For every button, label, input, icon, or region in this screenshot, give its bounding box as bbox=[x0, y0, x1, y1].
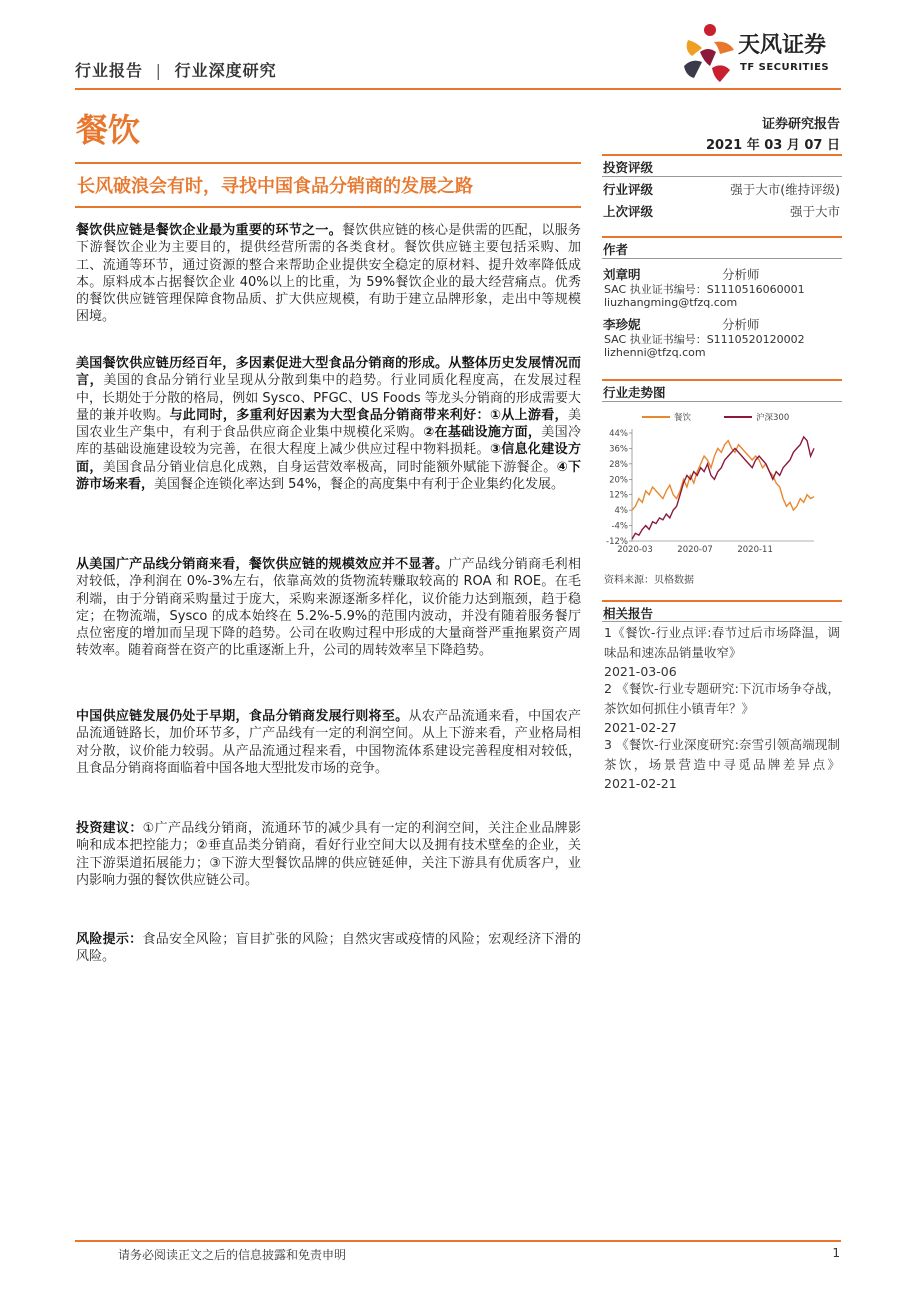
related-report-title[interactable]: 2 《餐饮-行业专题研究:下沉市场争夺战，茶饮如何抓住小镇青年？》 bbox=[604, 681, 840, 716]
paragraph-lead-4: ③信息化建设方面， bbox=[76, 442, 581, 475]
legend-label: 沪深300 bbox=[756, 413, 790, 423]
chart-legend bbox=[642, 412, 789, 423]
paragraph-lead-5: ④下游市场来看， bbox=[76, 459, 581, 493]
industry-trend-chart bbox=[602, 405, 842, 565]
report-type: 证券研究报告 bbox=[761, 117, 840, 132]
y-tick-label: -12% bbox=[606, 537, 628, 547]
tf-securities-logo bbox=[680, 22, 850, 84]
author-sac: SAC 执业证书编号：S1110516060001 bbox=[604, 283, 805, 296]
trend-divider bbox=[602, 401, 842, 402]
paragraph-us-history bbox=[76, 355, 581, 493]
sector-title: 餐饮 bbox=[76, 111, 141, 149]
related-report-item[interactable] bbox=[604, 735, 840, 794]
related-top-divider bbox=[602, 600, 842, 602]
paragraph-lead: 中国供应链发展仍处于早期，食品分销商发展行则将至。 bbox=[76, 709, 409, 724]
authors-top-divider bbox=[602, 236, 842, 238]
paragraph-lead-3: ②在基础设施方面， bbox=[423, 425, 542, 441]
related-report-title[interactable]: 3 《餐饮-行业深度研究:奈雪引领高端现制茶饮，场景营造中寻觅品牌差异点》 bbox=[604, 737, 840, 772]
paragraph-lead: 餐饮供应链是餐饮企业最为重要的环节之一。 bbox=[76, 223, 342, 238]
y-tick-label: 20% bbox=[609, 475, 628, 486]
paragraph-lead-2: 与此同时，多重利好因素为大型食品分销商带来利好：①从上游看， bbox=[169, 407, 568, 423]
industry-rating-label: 行业评级 bbox=[603, 182, 654, 197]
authors-divider bbox=[602, 258, 842, 259]
y-tick-label: 4% bbox=[614, 506, 628, 517]
footer-disclaimer[interactable]: 请务必阅读正文之后的信息披露和免责申明 bbox=[118, 1248, 347, 1262]
series-line bbox=[632, 437, 814, 539]
category-deep-research: 行业深度研究 bbox=[174, 61, 277, 80]
paragraph-body: ①广产品线分销商，流通环节的减少具有一定的利润空间，关注企业品牌影响和成本把控能力；②垂直品类分销商，看好行业空间大以及拥有技术壁垒的企业，关注下游渠道拓展能力；③下游大型餐饮品牌的供应链延伸，关注下游具有优质客户，业内影响力强的餐饮供应链公司。 bbox=[76, 821, 581, 888]
report-date: 2021 年 03 月 07 日 bbox=[706, 138, 840, 153]
x-tick-label: 2020-11 bbox=[737, 545, 773, 555]
category-industry-report: 行业报告 bbox=[75, 61, 144, 80]
paragraph-body: 美国的食品分销行业呈现从分散到集中的趋势。行业同质化程度高，在发展过程中，长期处于分散的格局，例如 Sysco、PFGC、US Foods 等龙头分销商的形成需要大量的兼并收购。 bbox=[76, 373, 581, 423]
rating-heading: 投资评级 bbox=[603, 160, 654, 175]
author-name: 李珍妮 bbox=[603, 317, 641, 332]
category-separator: | bbox=[155, 61, 162, 80]
related-report-date: 2021-03-06 bbox=[604, 664, 677, 679]
paragraph-body: 餐饮供应链的核心是供需的匹配，以服务下游餐饮企业为主要目的，提供经营所需的各类食材。餐饮供应链主要包括采购、加工、流通等环节，通过资源的整合来帮助企业提供安全稳定的原材料、提升效率降低成本。原料成本占据餐饮企业 40%以上的比重，为 59%餐饮企业的最大经营痛点。优秀的餐饮供应链管理保障食物品质、扩大供应规模，有助于建立品牌形象，走出中等规模困境。 bbox=[76, 223, 581, 325]
y-tick-label: 36% bbox=[609, 444, 628, 455]
paragraph-supply-chain bbox=[76, 222, 581, 326]
report-category bbox=[75, 58, 277, 81]
y-tick-label: -4% bbox=[611, 521, 628, 532]
page-number: 1 bbox=[832, 1246, 840, 1260]
industry-rating-value: 强于大市(维持评级) bbox=[730, 182, 840, 197]
paragraph-lead: 投资建议： bbox=[76, 821, 143, 836]
paragraph-body: 食品安全风险；盲目扩张的风险；自然灾害或疫情的风险；宏观经济下滑的风险。 bbox=[76, 932, 581, 965]
x-tick-label: 2020-07 bbox=[677, 545, 713, 555]
y-tick-label: 28% bbox=[609, 459, 628, 470]
logo-mark-icon bbox=[680, 22, 736, 84]
chart-source: 资料来源：贝格数据 bbox=[604, 575, 694, 586]
paragraph-china bbox=[76, 708, 581, 777]
previous-rating-value: 强于大市 bbox=[789, 204, 840, 219]
trend-heading: 行业走势图 bbox=[603, 385, 666, 400]
paragraph-risk bbox=[76, 931, 581, 966]
y-tick-label: 44% bbox=[609, 429, 628, 439]
title-top-divider bbox=[75, 162, 581, 164]
chart-lines bbox=[632, 437, 814, 539]
logo-english-name: TF SECURITIES bbox=[740, 62, 830, 73]
paragraph-investment-advice bbox=[76, 820, 581, 889]
related-divider bbox=[602, 621, 842, 622]
related-heading: 相关报告 bbox=[603, 606, 654, 621]
paragraph-body-5: 美国餐企连锁化率达到 54%，餐企的高度集中有利于企业集约化发展。 bbox=[154, 477, 565, 493]
rating-top-divider bbox=[602, 154, 842, 156]
paragraph-body: 从农产品流通来看，中国农产品流通链路长，加价环节多，广产品线有一定的利润空间。从上下游来看，产业格局相对分散，议价能力较弱。从产品流通过程来看，中国物流体系建设完善程度相对较低，且食品分销商将面临着中国各地大型批发市场的竞争。 bbox=[76, 709, 581, 776]
paragraph-product-line bbox=[76, 556, 581, 660]
paragraph-lead: 风险提示： bbox=[76, 932, 143, 947]
paragraph-lead: 美国餐饮供应链历经百年，多因素促进大型食品分销商的形成。从整体历史发展情况而言， bbox=[76, 356, 581, 389]
related-report-title[interactable]: 1《餐饮-行业点评:春节过后市场降温，调味品和速冻品销量收窄》 bbox=[604, 625, 840, 660]
y-tick-label: 12% bbox=[609, 490, 628, 501]
author-sac: SAC 执业证书编号：S1110520120002 bbox=[604, 333, 805, 346]
paragraph-body-2: 美国农业生产集中，有利于食品供应商企业集中规模化采购。 bbox=[76, 407, 581, 441]
paragraph-body-4: 美国食品分销业信息化成熟，自身运营效率极高，同时能额外赋能下游餐企。 bbox=[102, 459, 557, 475]
title-bottom-divider bbox=[75, 206, 581, 208]
rating-divider bbox=[602, 176, 842, 177]
authors-heading: 作者 bbox=[603, 242, 629, 257]
logo-chinese-name: 天风证券 bbox=[738, 33, 827, 58]
x-tick-label: 2020-03 bbox=[617, 545, 653, 555]
related-report-date: 2021-02-27 bbox=[604, 720, 677, 735]
chart-axes bbox=[606, 429, 814, 555]
paragraph-body: 广产品线分销商毛利相对较低，净利润在 0%-3%左右，依靠高效的货物流转赚取较高的 ROA 和 ROE。在毛利端，由于分销商采购量过于庞大，采购来源逐渐多样化，议价能力达到瓶颈，趋于稳定；在物流端，Sysco 的成本始终在 5.2%-5.9%的范围内波动，并没有随着服务餐厅点位密度的增加而呈现下降的趋势。公司在收购过程中形成的大量商誉严重拖累资产周转效率。随着商誉在资产的比重逐渐上升，公司的周转效率呈下降趋势。 bbox=[76, 557, 581, 659]
author-role: 分析师 bbox=[722, 267, 760, 282]
author-email[interactable]: lizhenni@tfzq.com bbox=[604, 346, 706, 359]
paragraph-body-3: 美国冷库的基础设施建设较为完善，在很大程度上减少供应过程中物料损耗。 bbox=[76, 425, 581, 458]
trend-top-divider bbox=[602, 379, 842, 381]
previous-rating-label: 上次评级 bbox=[603, 204, 654, 219]
author-name: 刘章明 bbox=[603, 267, 641, 282]
author-email[interactable]: liuzhangming@tfzq.com bbox=[604, 296, 738, 309]
related-report-item[interactable] bbox=[604, 623, 840, 682]
series-line bbox=[632, 441, 814, 510]
related-report-date: 2021-02-21 bbox=[604, 776, 677, 791]
paragraph-lead: 从美国广产品线分销商来看，餐饮供应链的规模效应并不显著。 bbox=[76, 557, 449, 572]
related-report-item[interactable] bbox=[604, 679, 840, 738]
report-title: 长风破浪会有时，寻找中国食品分销商的发展之路 bbox=[77, 176, 473, 197]
header-divider bbox=[75, 88, 841, 90]
legend-label: 餐饮 bbox=[674, 413, 692, 423]
footer-divider bbox=[75, 1240, 841, 1242]
author-role: 分析师 bbox=[722, 317, 760, 332]
